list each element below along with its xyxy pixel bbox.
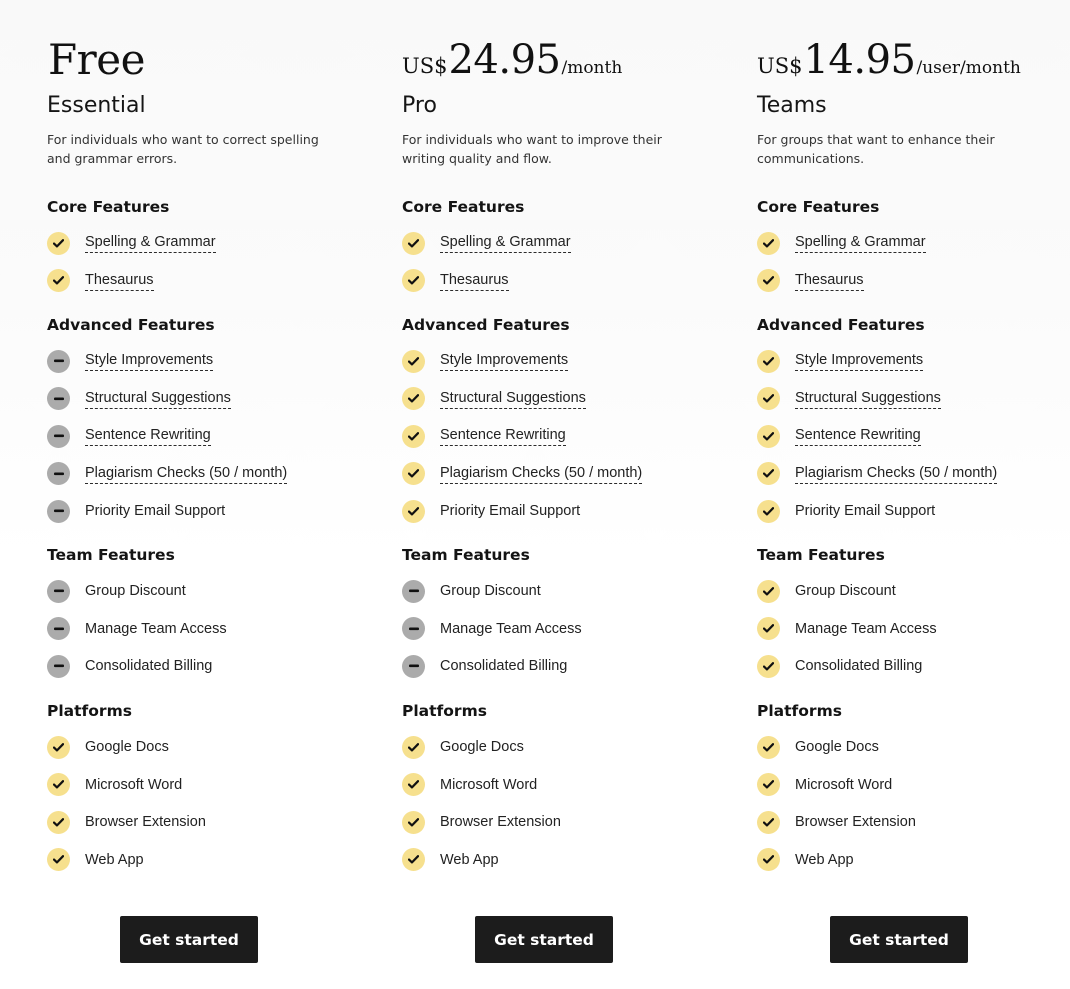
feature-info-tooltip-trigger[interactable]: Sentence Rewriting [440,426,566,446]
feature-info-tooltip-trigger[interactable]: Plagiarism Checks (50 / month) [440,464,642,484]
price-period: /month [561,58,623,78]
feature-label: Browser Extension [440,814,561,830]
feature-label: Google Docs [795,739,879,755]
get-started-button[interactable]: Get started [830,916,968,963]
feature-label: Priority Email Support [795,503,936,519]
feature-group-discount [757,579,896,603]
feature-plagiarism-checks-50-month [47,462,287,486]
section-title-core-features: Core Features [47,198,170,216]
feature-thesaurus [757,269,864,293]
feature-priority-email-support [757,499,935,523]
feature-info-tooltip-trigger[interactable]: Plagiarism Checks (50 / month) [795,464,997,484]
feature-browser-extension [47,810,206,834]
plan-price [757,36,1021,84]
feature-structural-suggestions [757,387,941,411]
minus-icon [47,387,70,410]
plan-name: Teams [757,93,827,118]
check-icon [47,848,70,871]
minus-icon [402,617,425,640]
price-amount: 14.95 [803,37,916,83]
feature-style-improvements [402,349,568,373]
minus-icon [402,655,425,678]
check-icon [757,736,780,759]
check-icon [757,617,780,640]
feature-label: Priority Email Support [85,503,226,519]
feature-spelling-grammar [757,231,926,255]
feature-microsoft-word [757,773,892,797]
feature-manage-team-access [47,617,227,641]
section-title-team-features: Team Features [402,546,530,564]
check-icon [47,773,70,796]
feature-structural-suggestions [47,387,231,411]
check-icon [757,500,780,523]
feature-info-tooltip-trigger[interactable]: Thesaurus [440,271,509,291]
check-icon [402,462,425,485]
feature-spelling-grammar [47,231,216,255]
feature-info-tooltip-trigger[interactable]: Sentence Rewriting [85,426,211,446]
feature-plagiarism-checks-50-month [402,462,642,486]
check-icon [47,232,70,255]
section-title-advanced-features: Advanced Features [402,316,570,334]
feature-browser-extension [757,810,916,834]
feature-thesaurus [402,269,509,293]
feature-label: Microsoft Word [440,776,538,793]
price-currency: US$ [402,54,448,78]
feature-label: Manage Team Access [85,620,227,637]
feature-label: Google Docs [85,739,169,755]
check-icon [402,232,425,255]
feature-info-tooltip-trigger[interactable]: Structural Suggestions [795,389,941,409]
plan-card-teams [757,0,1070,989]
feature-info-tooltip-trigger[interactable]: Thesaurus [795,271,864,291]
feature-label: Consolidated Billing [440,658,568,674]
check-icon [402,500,425,523]
check-icon [757,387,780,410]
feature-priority-email-support [47,499,225,523]
feature-info-tooltip-trigger[interactable]: Style Improvements [85,351,213,371]
section-title-team-features: Team Features [757,546,885,564]
plan-name: Pro [402,93,437,118]
feature-consolidated-billing [402,654,567,678]
check-icon [402,269,425,292]
check-icon [757,350,780,373]
price-amount: 24.95 [448,37,561,83]
feature-google-docs [402,735,524,759]
feature-label: Microsoft Word [795,776,893,793]
feature-label: Manage Team Access [795,620,937,637]
feature-consolidated-billing [47,654,212,678]
check-icon [757,848,780,871]
minus-icon [47,350,70,373]
feature-consolidated-billing [757,654,922,678]
feature-info-tooltip-trigger[interactable]: Plagiarism Checks (50 / month) [85,464,287,484]
check-icon [757,773,780,796]
minus-icon [47,500,70,523]
check-icon [757,269,780,292]
price-period: /user/month [916,58,1021,78]
minus-icon [47,425,70,448]
check-icon [402,350,425,373]
feature-label: Manage Team Access [440,620,582,637]
feature-info-tooltip-trigger[interactable]: Sentence Rewriting [795,426,921,446]
section-title-platforms: Platforms [757,702,842,720]
feature-structural-suggestions [402,387,586,411]
feature-thesaurus [47,269,154,293]
feature-sentence-rewriting [47,424,211,448]
check-icon [47,269,70,292]
get-started-button[interactable]: Get started [120,916,258,963]
section-title-advanced-features: Advanced Features [47,316,215,334]
feature-microsoft-word [47,773,182,797]
section-title-platforms: Platforms [402,702,487,720]
feature-info-tooltip-trigger[interactable]: Spelling & Grammar [795,233,926,253]
feature-web-app [47,848,144,872]
feature-style-improvements [757,349,923,373]
feature-info-tooltip-trigger[interactable]: Style Improvements [795,351,923,371]
minus-icon [47,462,70,485]
feature-plagiarism-checks-50-month [757,462,997,486]
section-title-core-features: Core Features [757,198,880,216]
plan-description: For individuals who want to improve their writing quality and flow. [402,132,662,166]
plan-name: Essential [47,93,146,118]
feature-manage-team-access [402,617,582,641]
feature-group-discount [47,579,186,603]
feature-info-tooltip-trigger[interactable]: Structural Suggestions [440,389,586,409]
feature-google-docs [47,735,169,759]
feature-label: Web App [85,851,144,868]
section-title-advanced-features: Advanced Features [757,316,925,334]
check-icon [402,387,425,410]
check-icon [402,425,425,448]
feature-label: Web App [795,851,854,868]
feature-sentence-rewriting [402,424,566,448]
feature-web-app [757,848,854,872]
plan-price [47,36,146,84]
feature-label: Browser Extension [85,814,206,830]
check-icon [47,736,70,759]
feature-label: Group Discount [440,583,541,599]
check-icon [402,773,425,796]
feature-label: Consolidated Billing [85,658,213,674]
check-icon [757,425,780,448]
feature-label: Priority Email Support [440,503,581,519]
section-title-core-features: Core Features [402,198,525,216]
feature-label: Microsoft Word [85,776,183,793]
check-icon [757,462,780,485]
feature-label: Google Docs [440,739,524,755]
feature-style-improvements [47,349,213,373]
feature-web-app [402,848,499,872]
feature-info-tooltip-trigger[interactable]: Spelling & Grammar [440,233,571,253]
feature-microsoft-word [402,773,537,797]
feature-priority-email-support [402,499,580,523]
minus-icon [47,617,70,640]
feature-label: Browser Extension [795,814,916,830]
price-currency: US$ [757,54,803,78]
feature-group-discount [402,579,541,603]
check-icon [402,811,425,834]
plan-card-pro [402,0,732,989]
feature-browser-extension [402,810,561,834]
feature-label: Web App [440,851,499,868]
section-title-platforms: Platforms [47,702,132,720]
feature-info-tooltip-trigger[interactable]: Style Improvements [440,351,568,371]
check-icon [402,848,425,871]
section-title-team-features: Team Features [47,546,175,564]
price-amount: Free [48,35,145,84]
minus-icon [47,580,70,603]
feature-info-tooltip-trigger[interactable]: Thesaurus [85,271,154,291]
get-started-button[interactable]: Get started [475,916,613,963]
plan-description: For groups that want to enhance their communications. [757,132,995,166]
feature-label: Group Discount [85,583,186,599]
feature-google-docs [757,735,879,759]
feature-spelling-grammar [402,231,571,255]
plan-description: For individuals who want to correct spelling and grammar errors. [47,132,319,166]
minus-icon [47,655,70,678]
check-icon [757,811,780,834]
plan-card-essential [47,0,377,989]
check-icon [757,232,780,255]
feature-info-tooltip-trigger[interactable]: Structural Suggestions [85,389,231,409]
feature-manage-team-access [757,617,937,641]
check-icon [757,580,780,603]
check-icon [757,655,780,678]
feature-info-tooltip-trigger[interactable]: Spelling & Grammar [85,233,216,253]
minus-icon [402,580,425,603]
plan-price [402,36,622,84]
check-icon [402,736,425,759]
feature-label: Consolidated Billing [795,658,923,674]
feature-sentence-rewriting [757,424,921,448]
feature-label: Group Discount [795,583,896,599]
check-icon [47,811,70,834]
